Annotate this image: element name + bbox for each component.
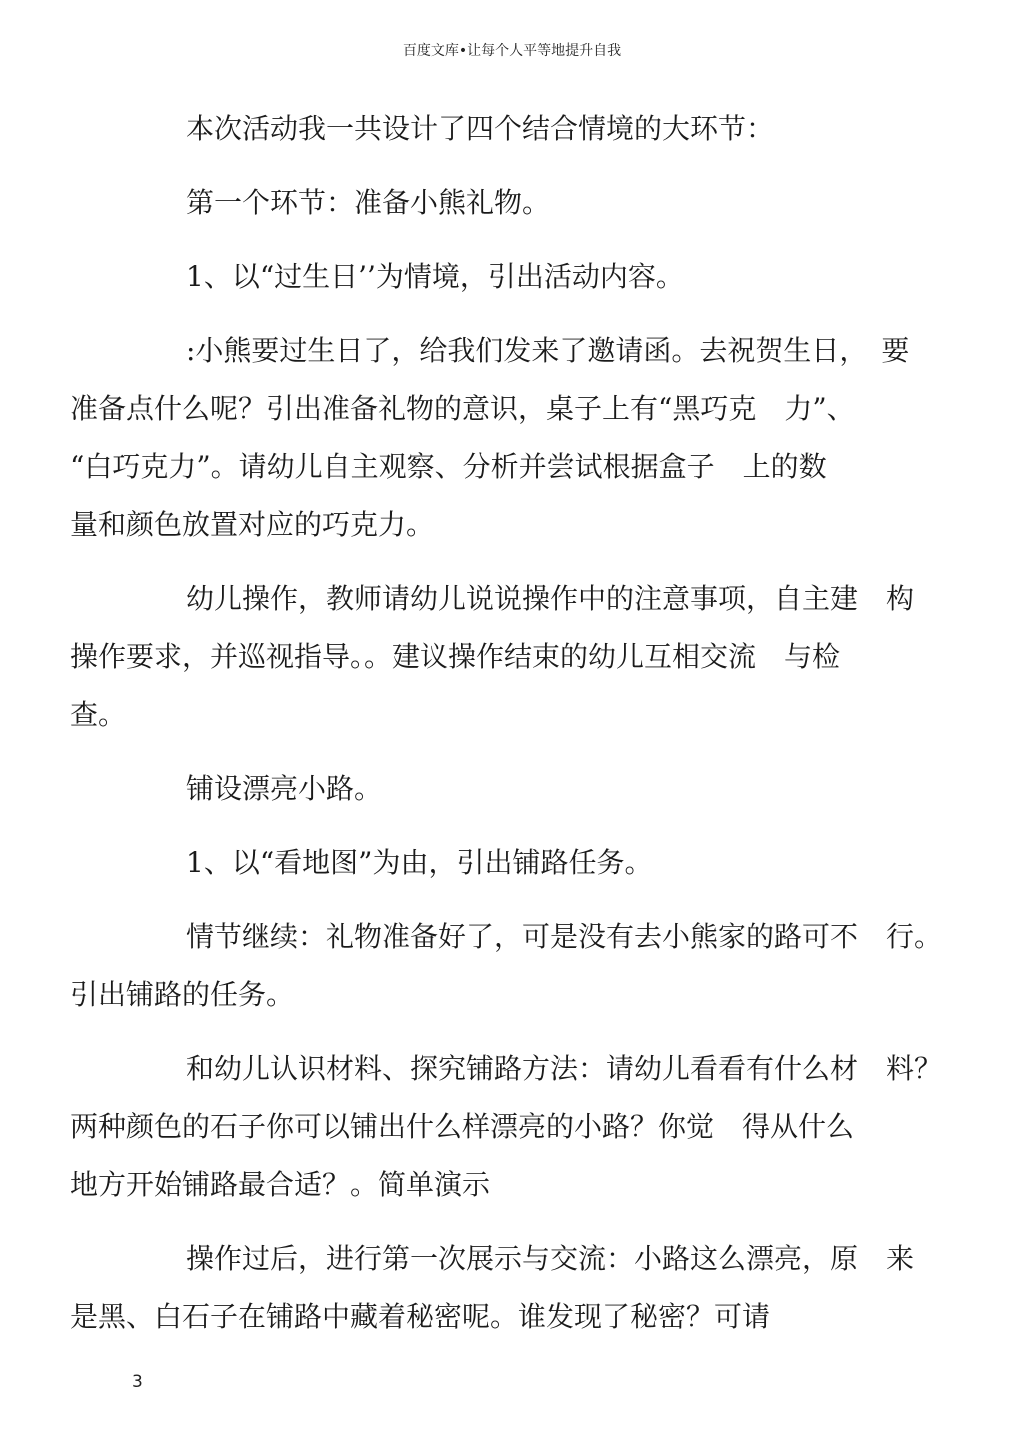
text-line: 铺设漂亮小路。 <box>186 772 383 805</box>
paragraph <box>70 1040 943 1214</box>
text-line: 操作要求，并巡视指导。。建议操作结束的幼儿互相交流 与检 <box>70 640 841 673</box>
text-line: 两种颜色的石子你可以铺出什么样漂亮的小路？你觉 得从什么 <box>70 1110 855 1143</box>
text-line: “白巧克力”。请幼儿自主观察、分析并尝试根据盒子 上的数 <box>70 450 827 483</box>
text-line: 是黑、白石子在铺路中藏着秘密呢。谁发现了秘密？可请 <box>70 1300 771 1333</box>
text-line: 查。 <box>70 698 127 731</box>
text-line: 幼儿操作，教师请幼儿说说操作中的注意事项，自主建 构 <box>186 582 915 615</box>
paragraph <box>128 248 908 306</box>
paragraph <box>70 570 915 744</box>
text-line: 地方开始铺路最合适？。简单演示 <box>70 1168 491 1201</box>
paragraph <box>70 1230 915 1346</box>
paragraph <box>70 322 910 554</box>
text-line: 第一个环节：准备小熊礼物。 <box>186 186 551 219</box>
text-line: 操作过后，进行第一次展示与交流：小路这么漂亮，原 来 <box>186 1242 915 1275</box>
paragraph <box>128 174 908 232</box>
text-line: 准备点什么呢？引出准备礼物的意识，桌子上有“黑巧克 力”、 <box>70 392 855 425</box>
text-line: 本次活动我一共设计了四个结合情境的大环节： <box>186 112 775 145</box>
document-body <box>70 100 943 1362</box>
text-line: 情节继续：礼物准备好了，可是没有去小熊家的路可不 行。 <box>186 920 943 953</box>
text-line: 量和颜色放置对应的巧克力。 <box>70 508 435 541</box>
text-line: 引出铺路的任务。 <box>70 978 295 1011</box>
page-header: 百度文库•让每个人平等地提升自我 <box>402 43 622 59</box>
paragraph <box>128 760 908 818</box>
text-line: 1、以“看地图”为由，引出铺路任务。 <box>186 846 653 879</box>
text-line: :小熊要过生日了，给我们发来了邀请函。去祝贺生日， 要 <box>186 334 910 367</box>
paragraph <box>128 100 908 158</box>
page-number: 3 <box>132 1372 143 1392</box>
text-line: 1、以“过生日’’为情境，引出活动内容。 <box>186 260 684 293</box>
text-line: 和幼儿认识材料、探究铺路方法：请幼儿看看有什么材 料？ <box>186 1052 943 1085</box>
paragraph <box>128 834 908 892</box>
paragraph <box>70 908 943 1024</box>
